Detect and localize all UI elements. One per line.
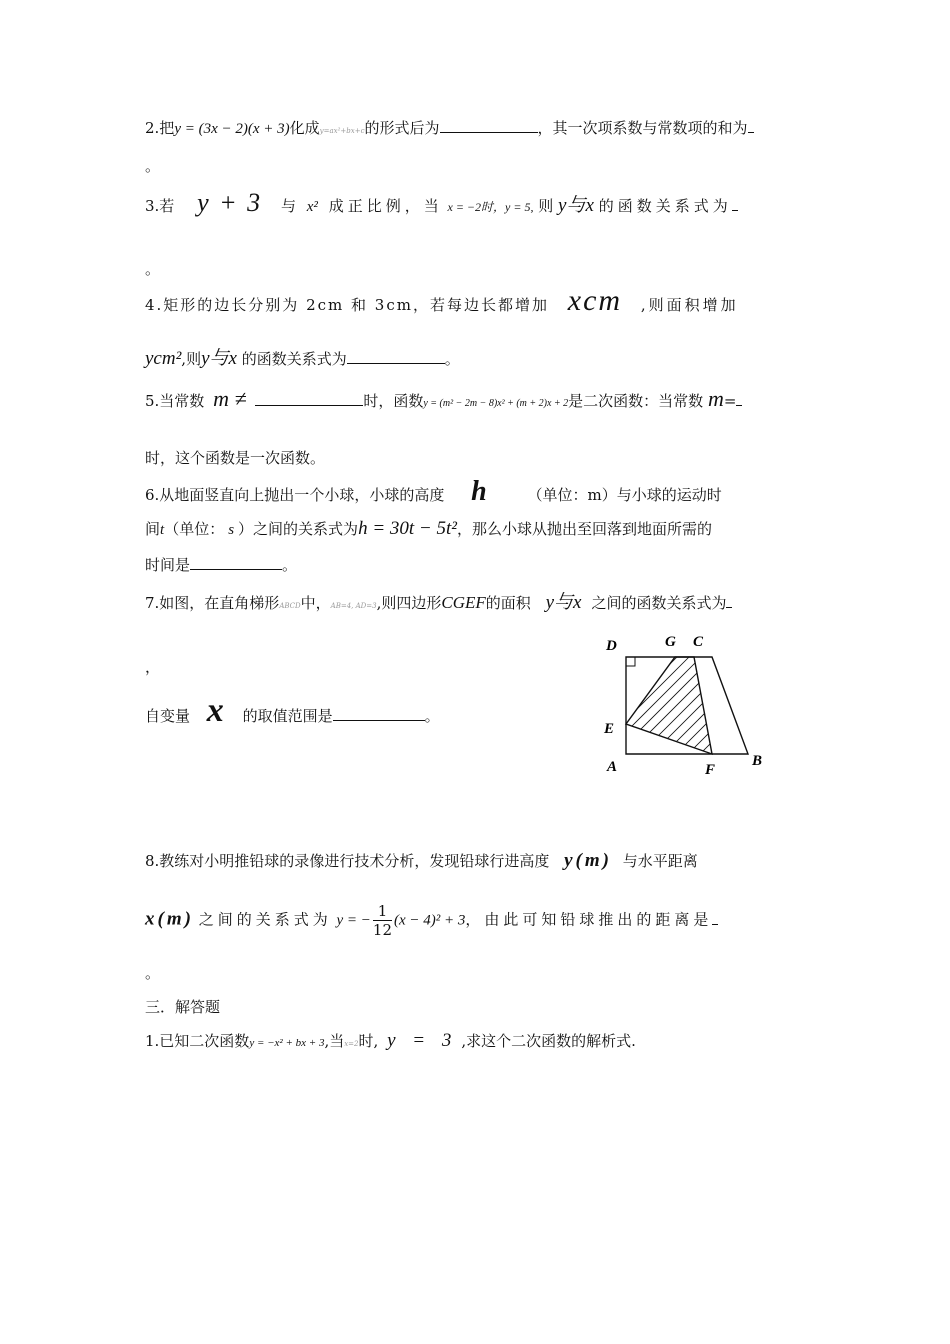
q5-blank-2[interactable]	[736, 391, 742, 406]
q4-blank[interactable]	[347, 349, 445, 364]
q2-form: y=ax²+bx+c	[319, 127, 365, 135]
q2-blank-1[interactable]	[440, 118, 538, 133]
q4-xcm: xcm	[567, 284, 623, 317]
q7-x: x	[206, 692, 226, 729]
label-a: A	[607, 759, 618, 775]
q5-blank-1[interactable]	[255, 391, 363, 406]
q8-line-2: x(m) 之间的关系式为 y = − $\frac{1}{12}$ (x − 4)² + 3，由此可知铅球推出的距离是	[145, 902, 718, 939]
q6-blank[interactable]	[190, 555, 282, 570]
q2-blank-2[interactable]	[748, 118, 754, 133]
q3-x-squared: x²	[306, 199, 318, 215]
q7-blank-2[interactable]	[333, 706, 425, 721]
q8-blank[interactable]	[712, 910, 718, 925]
q5-line: 5.当常数 m ≠ 时，函数y = (m² − 2m − 8)x² + (m + 2)x + 2是二次函数：当常数 m=	[145, 388, 742, 415]
section-3-title: 三．解答题	[145, 998, 221, 1016]
q4-line: 4.矩形的边长分别为 2cm 和 3cm，若每边长都增加 xcm ,则面积增加	[145, 284, 739, 317]
q6-formula: h = 30t − 5t²	[358, 518, 457, 539]
q6-line-2: 间t（单位： s ）之间的关系式为h = 30t − 5t²，那么小球从抛出至回落到地面所需的	[145, 518, 712, 539]
hatching	[618, 626, 738, 786]
q3-blank[interactable]	[732, 196, 738, 211]
q4-ycm2: ycm²	[145, 348, 182, 369]
q6-h: h	[471, 476, 489, 507]
q8-ym: y(m)	[564, 850, 612, 871]
label-g: G	[665, 634, 676, 650]
label-f: F	[705, 762, 716, 778]
q5-line-2: 时，这个函数是一次函数。	[145, 449, 326, 467]
q5-m-neq: m ≠	[213, 386, 247, 411]
q4-line-2: ycm²,则y与x 的函数关系式为 。	[145, 348, 460, 369]
q8-line: 8.教练对小明推铅球的录像进行技术分析，发现铅球行进高度 y(m) 与水平距离	[145, 850, 698, 871]
q3-y-plus-3: y + 3	[197, 188, 263, 217]
q7-line-3: 自变量 x 的取值范围是 。	[145, 692, 440, 729]
q2-number: 2.把	[145, 119, 175, 137]
q8-fraction: $\frac{1}{12}$	[372, 902, 393, 939]
label-c: C	[693, 634, 704, 650]
q5-function: y = (m² − 2m − 8)x² + (m + 2)x + 2	[423, 398, 569, 409]
q8-formula: (x − 4)² + 3	[394, 912, 466, 929]
q6-line-3: 时间是 。	[145, 556, 298, 574]
label-d: D	[606, 638, 617, 654]
q7-cgef: CGEF	[441, 593, 486, 612]
q2-expression: y = (3x − 2)(x + 3)	[174, 121, 290, 137]
q7-blank-1[interactable]	[726, 593, 732, 608]
q3-line: 3.若 y + 3 与 x² 成正比例，当 x = −2时，y = 5, 则 y与x 的函数关系式为	[145, 192, 738, 218]
s3-q1-line: 1.已知二次函数y = −x² + bx + 3,当x=2时, y = 3 ,求这个二次函数的解析式.	[145, 1030, 636, 1051]
label-b: B	[752, 753, 763, 769]
q2-line: 2.把y = (3x − 2)(x + 3)化成y=ax²+bx+c的形式后为 ，其一次项系数与常数项的和为	[145, 117, 754, 142]
trapezoid-figure	[598, 626, 778, 786]
quadrilateral-cgef	[626, 657, 712, 754]
q6-line: 6.从地面竖直向上抛出一个小球，小球的高度 h （单位：m）与小球的运动时	[145, 476, 722, 507]
q8-xm: x(m)	[145, 908, 194, 930]
label-e: E	[604, 721, 615, 737]
s3-q1-condition: y = 3	[387, 1030, 458, 1051]
right-angle-mark	[626, 657, 635, 666]
q2-end: 。	[145, 157, 161, 175]
q3-condition: x = −2时，y = 5,	[447, 200, 534, 214]
q7-line: 7.如图，在直角梯形ABCD中，AB=4, AD=3,则四边形CGEF的面积 y与x 之间的函数关系式为	[145, 592, 732, 617]
s3-q1-function: y = −x² + bx + 3	[249, 1037, 325, 1049]
